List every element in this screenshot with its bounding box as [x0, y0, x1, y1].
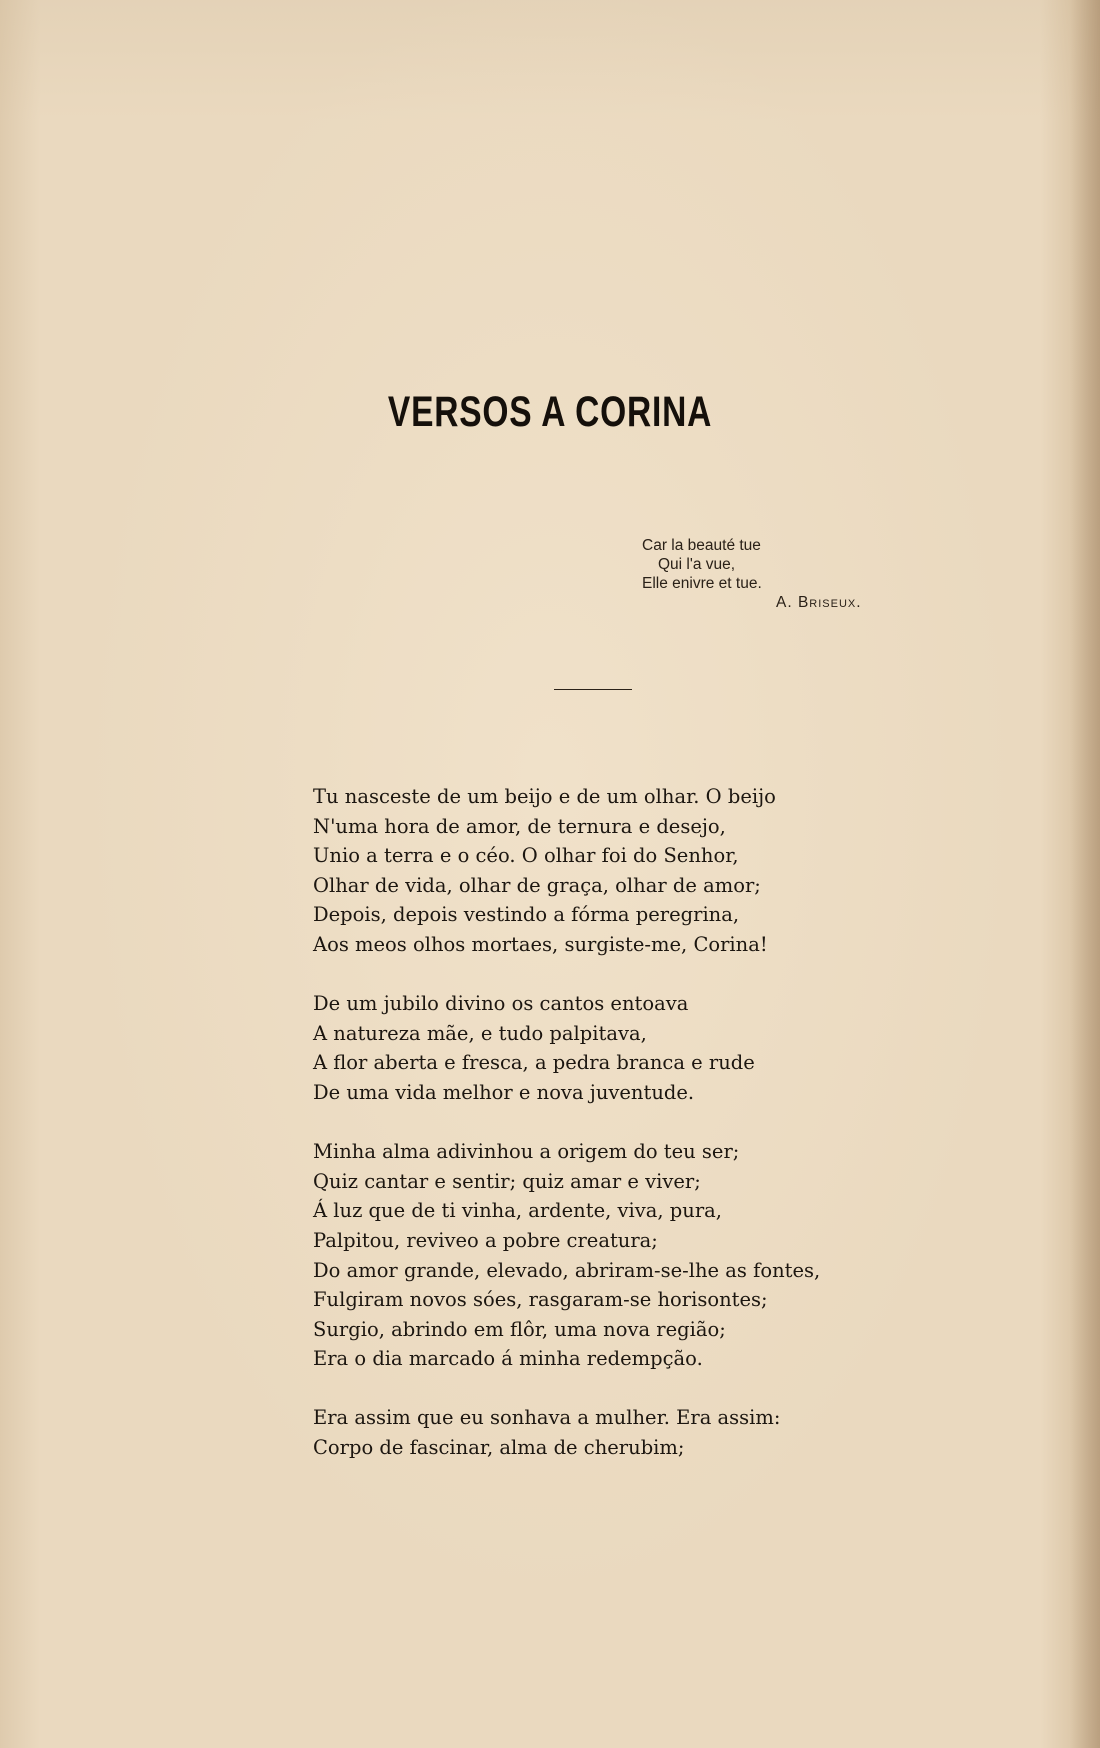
poem-title: VERSOS A CORINA	[387, 388, 713, 436]
verse-line: Palpitou, reviveo a pobre creatura;	[313, 1228, 658, 1252]
verse-line: Depois, depois vestindo a fórma peregrina,	[313, 903, 740, 927]
epigraph	[642, 536, 862, 612]
verse-line: A flor aberta e fresca, a pedra branca e rude	[313, 1051, 755, 1075]
poem-body	[313, 782, 820, 1463]
verse-line: De uma vida melhor e nova juventude.	[313, 1080, 695, 1104]
verse-line: Unio a terra e o céo. O olhar foi do Senhor,	[313, 844, 739, 868]
verse-line: A natureza mãe, e tudo palpitava,	[313, 1021, 647, 1045]
verse-line: Quiz cantar e sentir; quiz amar e viver;	[313, 1169, 701, 1193]
verse-line: Minha alma adivinhou a origem do teu ser;	[313, 1140, 740, 1164]
verse-line: Á luz que de ti vinha, ardente, viva, pura,	[313, 1199, 722, 1223]
stanza	[313, 1137, 820, 1374]
stanza	[313, 1403, 820, 1462]
verse-line: Aos meos olhos mortaes, surgiste-me, Corina!	[313, 932, 768, 956]
verse-line: Corpo de fascinar, alma de cherubim;	[313, 1436, 685, 1460]
verse-line: Tu nasceste de um beijo e de um olhar. O beijo	[313, 785, 776, 808]
verse-line: Do amor grande, elevado, abriram-se-lhe as fontes,	[313, 1258, 821, 1282]
section-divider	[554, 689, 632, 690]
verse-line: N'uma hora de amor, de ternura e desejo,	[313, 814, 726, 838]
stanza	[313, 782, 820, 960]
page-edge-shadow	[1070, 0, 1100, 1748]
verse-line: Era o dia marcado á minha redempção.	[313, 1347, 703, 1371]
epigraph-author: A. Briseux.	[776, 594, 862, 611]
verse-line: Olhar de vida, olhar de graça, olhar de amor;	[313, 873, 761, 897]
epigraph-line: Elle enivre et tue.	[642, 575, 762, 592]
verse-line: Surgio, abrindo em flôr, uma nova região;	[313, 1317, 726, 1341]
verse-line: De um jubilo divino os cantos entoava	[313, 992, 689, 1016]
stanza	[313, 989, 820, 1107]
epigraph-line: Qui l'a vue,	[658, 556, 736, 573]
verse-line: Era assim que eu sonhava a mulher. Era assim:	[313, 1406, 781, 1430]
verse-line: Fulgiram novos sóes, rasgaram-se horisontes;	[313, 1288, 768, 1312]
epigraph-line: Car la beauté tue	[642, 537, 761, 554]
